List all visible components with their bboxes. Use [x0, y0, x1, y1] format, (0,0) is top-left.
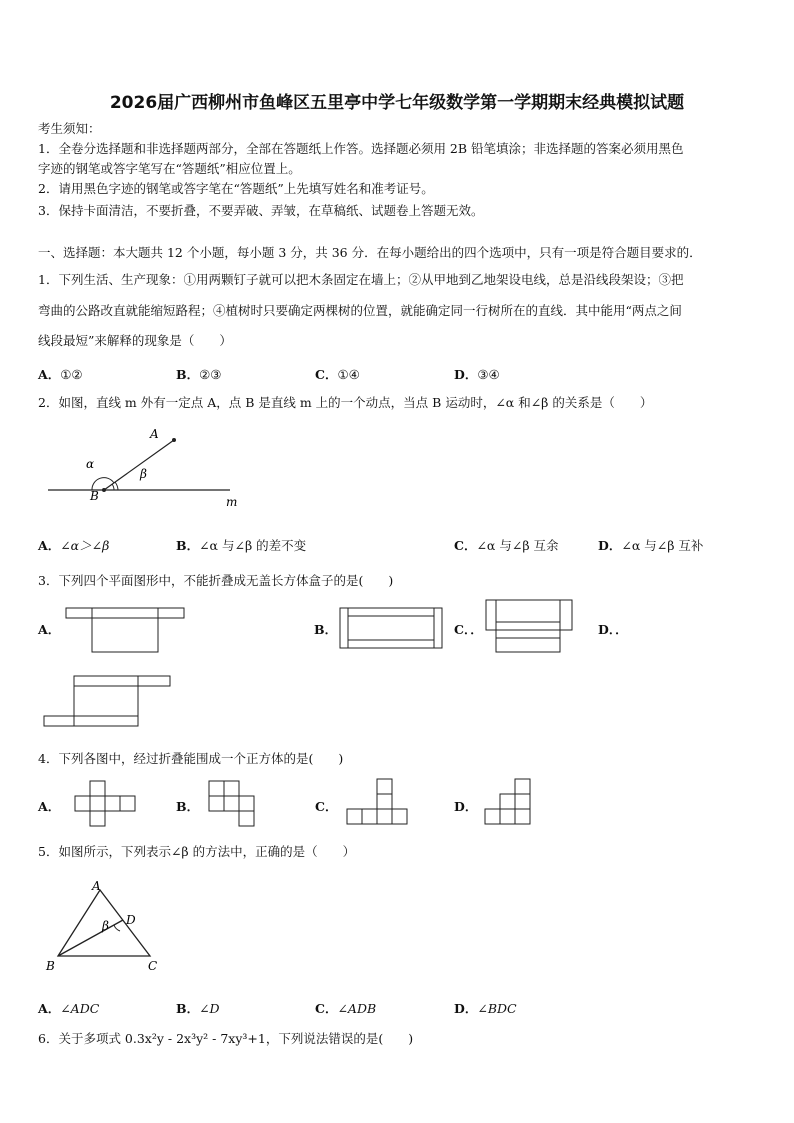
option-text: ①④ [337, 367, 360, 382]
option-label: D． [454, 367, 478, 382]
option-label: A． [38, 622, 61, 637]
label-a: A [150, 427, 159, 441]
question-1-line: 线段最短”来解释的现象是（ ） [38, 333, 232, 348]
section-heading: 一、选择题：本大题共 12 个小题，每小题 3 分，共 36 分．在每小题给出的四个选项中，只有一项是符合题目要求的． [38, 245, 702, 260]
option-label: D． [454, 799, 478, 814]
label-b: B [90, 489, 99, 503]
label-beta: β [140, 467, 147, 481]
option-text: ∠α 与∠β 互补 [621, 538, 704, 553]
page-title: 2026届广西柳州市鱼峰区五里亭中学七年级数学第一学期期末经典模拟试题 [109, 93, 685, 113]
q2-option-b[interactable] [176, 536, 306, 554]
option-label: B． [176, 799, 200, 814]
q4-option-d[interactable] [454, 797, 477, 815]
label-b: B [46, 959, 55, 973]
q4-option-b[interactable] [176, 797, 199, 815]
notice-line: 字迹的钢笔或答字笔写在“答题纸”相应位置上。 [38, 161, 301, 176]
option-label: A． [38, 1001, 61, 1016]
option-text: ②③ [199, 367, 222, 382]
option-label: A． [38, 367, 61, 382]
q3-option-c[interactable] [454, 620, 483, 638]
notice-line: 1．全卷分选择题和非选择题两部分，全部在答题纸上作答。选择题必须用 2B 铅笔填涂；非选择题的答案必须用黑色 [38, 141, 684, 156]
label-alpha: α [86, 457, 95, 471]
point-b [102, 488, 106, 492]
option-label: D． [454, 1001, 478, 1016]
label-m: m [226, 495, 238, 509]
q5-option-c[interactable] [315, 999, 376, 1017]
q3-option-b[interactable] [314, 620, 337, 638]
label-beta: β [102, 919, 109, 933]
option-label: D．． [598, 622, 628, 637]
option-label: C． [315, 1001, 338, 1016]
option-label: C． [315, 799, 338, 814]
line-angle-figure [40, 420, 250, 520]
segment-ba [104, 440, 174, 490]
option-label: B． [176, 538, 200, 553]
q4-net-a [74, 780, 136, 828]
q5-option-d[interactable] [454, 999, 517, 1017]
q5-option-b[interactable] [176, 999, 220, 1017]
label-a: A [92, 879, 101, 893]
q3-net-d [42, 674, 172, 728]
angle-beta-arc-2 [115, 482, 118, 490]
angle-beta-arc [112, 484, 114, 490]
q3-net-b [340, 606, 444, 650]
question-4-stem: 4．下列各图中，经过折叠能围成一个正方体的是( ) [38, 751, 344, 766]
option-text: ∠α＞∠β [60, 538, 110, 553]
q4-option-a[interactable] [38, 797, 60, 815]
option-text: ③④ [477, 367, 500, 382]
question-1-line: 1．下列生活、生产现象：①用两颗钉子就可以把木条固定在墙上；②从甲地到乙地架设电线，总是沿线段架设；③把 [38, 272, 684, 287]
label-c: C [148, 959, 158, 973]
option-label: C． [454, 538, 477, 553]
q4-option-c[interactable] [315, 797, 337, 815]
option-text: ∠BDC [477, 1001, 517, 1016]
q2-option-d[interactable] [598, 536, 703, 554]
option-text: ∠D [199, 1001, 220, 1016]
q1-option-b[interactable] [176, 365, 222, 383]
question-3-stem: 3．下列四个平面图形中，不能折叠成无盖长方体盒子的是( ) [38, 573, 394, 588]
option-label: A． [38, 799, 61, 814]
q3-net-a [66, 606, 186, 654]
q4-net-c [346, 778, 408, 826]
option-text: ∠α 与∠β 互余 [476, 538, 559, 553]
option-text: ①② [60, 367, 83, 382]
option-label: B． [176, 367, 200, 382]
q1-option-a[interactable] [38, 365, 83, 383]
option-label: D． [598, 538, 622, 553]
question-2-stem: 2．如图，直线 m 外有一定点 A，点 B 是直线 m 上的一个动点，当点 B 运动时，∠α 和∠β 的关系是（ ） [38, 395, 653, 410]
option-text: ∠α 与∠β 的差不变 [199, 538, 307, 553]
option-text: ∠ADC [60, 1001, 100, 1016]
q3-option-a[interactable] [38, 620, 60, 638]
option-label: B． [176, 1001, 200, 1016]
notice-line: 2．请用黑色字迹的钢笔或答字笔在“答题纸”上先填写姓名和准考证号。 [38, 181, 434, 196]
question-1-line: 弯曲的公路改直就能缩短路程；④植树时只要确定两棵树的位置，就能确定同一行树所在的直线．其中能用“两点之间 [38, 303, 682, 318]
q5-option-a[interactable] [38, 999, 99, 1017]
notice-heading: 考生须知： [38, 121, 101, 136]
question-6-stem: 6．关于多项式 0.3x²y - 2x³y² - 7xy³+1，下列说法错误的是( ) [38, 1031, 414, 1046]
triangle-figure [40, 878, 170, 978]
notice-line: 3．保持卡面清洁，不要折叠，不要弄破、弄皱，在草稿纸、试题卷上答题无效。 [38, 203, 484, 218]
option-label: B． [314, 622, 338, 637]
point-a [172, 438, 176, 442]
option-label: A． [38, 538, 61, 553]
option-label: C． [315, 367, 338, 382]
option-text: ∠ADB [337, 1001, 377, 1016]
q1-option-c[interactable] [315, 365, 360, 383]
q2-option-c[interactable] [454, 536, 559, 554]
q2-option-a[interactable] [38, 536, 109, 554]
q4-net-b [208, 780, 256, 828]
label-d: D [126, 913, 136, 927]
q3-net-c [484, 598, 574, 654]
q1-option-d[interactable] [454, 365, 500, 383]
q3-option-d[interactable] [598, 620, 628, 638]
option-label: C．． [454, 622, 483, 637]
question-5-stem: 5．如图所示，下列表示∠β 的方法中，正确的是（ ） [38, 844, 356, 859]
q4-net-d [484, 778, 532, 826]
